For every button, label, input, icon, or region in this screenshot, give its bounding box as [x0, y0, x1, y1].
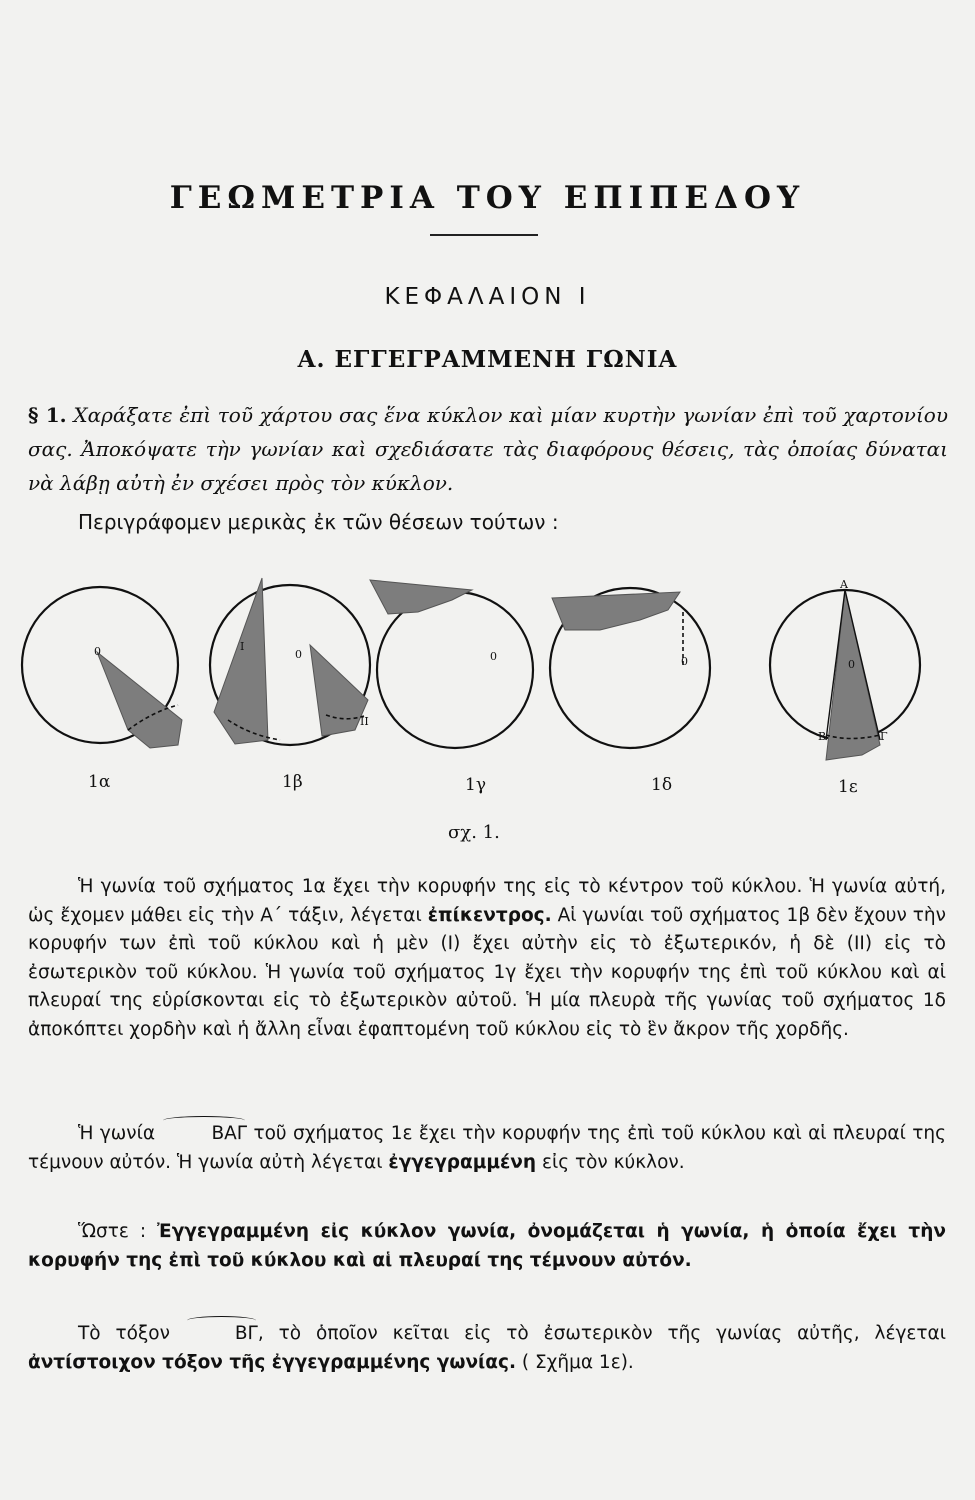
- fig-label-1b: 1β: [282, 772, 303, 792]
- angle-1d: [552, 592, 680, 630]
- p2-term-engegrammeni: ἐγγεγραμμένη: [388, 1151, 537, 1173]
- p2-text-b: τοῦ σχήματος 1ε ἔχει τὴν κορυφήν της ἐπὶ τοῦ κύκλου καὶ αἱ πλευραί της τέμνουν αὐτόν. Ἡ γωνία αὐτὴ λέγεται: [28, 1123, 946, 1173]
- circle-1g: [377, 592, 533, 748]
- exercise-number: § 1.: [28, 403, 67, 427]
- p3-text-a: Ὥστε :: [78, 1221, 147, 1242]
- figure-caption: σχ. 1.: [448, 822, 500, 843]
- p2-angle-symbol: ΒΑΓ: [161, 1120, 247, 1149]
- p4-arc-symbol: ΒΓ: [185, 1320, 258, 1349]
- p4-text-a: Τὸ τόξον: [78, 1323, 170, 1344]
- angle-1g: [370, 580, 472, 614]
- center-label-1b: 0: [295, 648, 302, 661]
- p1-term-epikentros: ἐπίκεντρος.: [427, 904, 552, 926]
- p4-term-antistoixon: ἀντίστοιχον τόξον τῆς ἐγγεγραμμένης γωνίας.: [28, 1351, 516, 1373]
- paragraph-2: [28, 1120, 946, 1177]
- paragraph-4: [28, 1320, 946, 1377]
- point-label-ii: ΙΙ: [360, 715, 369, 728]
- center-label-1g: 0: [490, 650, 497, 663]
- point-label-g: Γ: [880, 730, 888, 743]
- paragraph-3-definition: [28, 1218, 946, 1275]
- p4-text-c: ( Σχῆμα 1ε).: [521, 1351, 634, 1373]
- chapter-heading: ΚΕΦΑΛΑΙΟΝ Ι: [384, 284, 591, 310]
- fig-label-1e: 1ε: [838, 777, 858, 797]
- p4-text-b: , τὸ ὁποῖον κεῖται εἰς τὸ ἐσωτερικὸν τῆς γωνίας αὐτῆς, λέγεται: [257, 1323, 946, 1344]
- intro-line: Περιγράφομεν μερικὰς ἐκ τῶν θέσεων τούτων :: [78, 510, 559, 534]
- page-title: ΓΕΩΜΕΤΡΙΑ ΤΟΥ ΕΠΙΠΕΔΟΥ: [169, 180, 806, 216]
- center-label-1d: 0: [681, 655, 688, 668]
- p2-text-a: Ἡ γωνία: [78, 1123, 156, 1144]
- p2-text-c: εἰς τὸν κύκλον.: [541, 1151, 685, 1173]
- fig-label-1g: 1γ: [465, 775, 486, 795]
- center-label-1a: 0: [94, 645, 101, 658]
- fig-label-1d: 1δ: [651, 775, 673, 795]
- section-heading: Α. ΕΓΓΕΓΡΑΜΜΕΝΗ ΓΩΝΙΑ: [297, 346, 678, 373]
- paragraph-1: [28, 873, 946, 1044]
- point-label-i: Ι: [240, 640, 245, 653]
- p3-definition: Ἐγγεγραμμένη εἰς κύκλον γωνία, ὀνομάζεται ἡ γωνία, ἡ ὁποία ἔχει τὴν κορυφήν της ἐπὶ τοῦ κύκλου καὶ αἱ πλευραί της τέμνουν αὐτόν.: [28, 1221, 946, 1271]
- p1-text-b: Αἱ γωνίαι τοῦ σχήματος 1β δὲν ἔχουν τὴν κορυφήν των ἐπὶ τοῦ κύκλου καὶ ἡ μὲν (Ι) ἔχει αὐτὴν εἰς τὸ ἐξωτερικόν, ἡ δὲ (ΙΙ) εἰς τὸ ἐσωτερικὸν τοῦ κύκλου. Ἡ γωνία τοῦ σχήματος 1γ ἔχει τὴν κορυφήν της ἐπὶ τοῦ κύκλου καὶ αἱ πλευραί της εὑρίσκονται εἰς τὸ ἐξωτερικὸν αὐτοῦ. Ἡ μία πλευρὰ τῆς γωνίας τοῦ σχήματος 1δ ἀποκόπτει χορδὴν καὶ ἡ ἄλλη εἶναι ἐφαπτομένη τοῦ κύκλου εἰς τὸ ἓν ἄκρον τῆς χορδῆς.: [28, 904, 946, 1040]
- p1-text-a: Ἡ γωνία τοῦ σχήματος 1α ἔχει τὴν κορυφήν της εἰς τὸ κέντρον τοῦ κύκλου. Ἡ γωνία αὐτή, ὡς ἔχομεν μάθει εἰς τὴν Α΄ τάξιν, λέγεται: [28, 876, 946, 926]
- fig-label-1a: 1α: [88, 772, 111, 792]
- point-label-a: Α: [840, 578, 848, 591]
- center-label-1e: 0: [848, 658, 855, 671]
- point-label-b: Β: [818, 730, 827, 743]
- exercise-text: Χαράξατε ἐπὶ τοῦ χάρτου σας ἕνα κύκλον καὶ μίαν κυρτὴν γωνίαν ἐπὶ τοῦ χαρτονίου σας. Ἀποκόψατε τὴν γωνίαν καὶ σχεδιάσατε τὰς διαφόρους θέσεις, τὰς ὁποίας δύναται νὰ λάβῃ αὐτὴ ἐν σχέσει πρὸς τὸν κύκλον.: [28, 403, 949, 495]
